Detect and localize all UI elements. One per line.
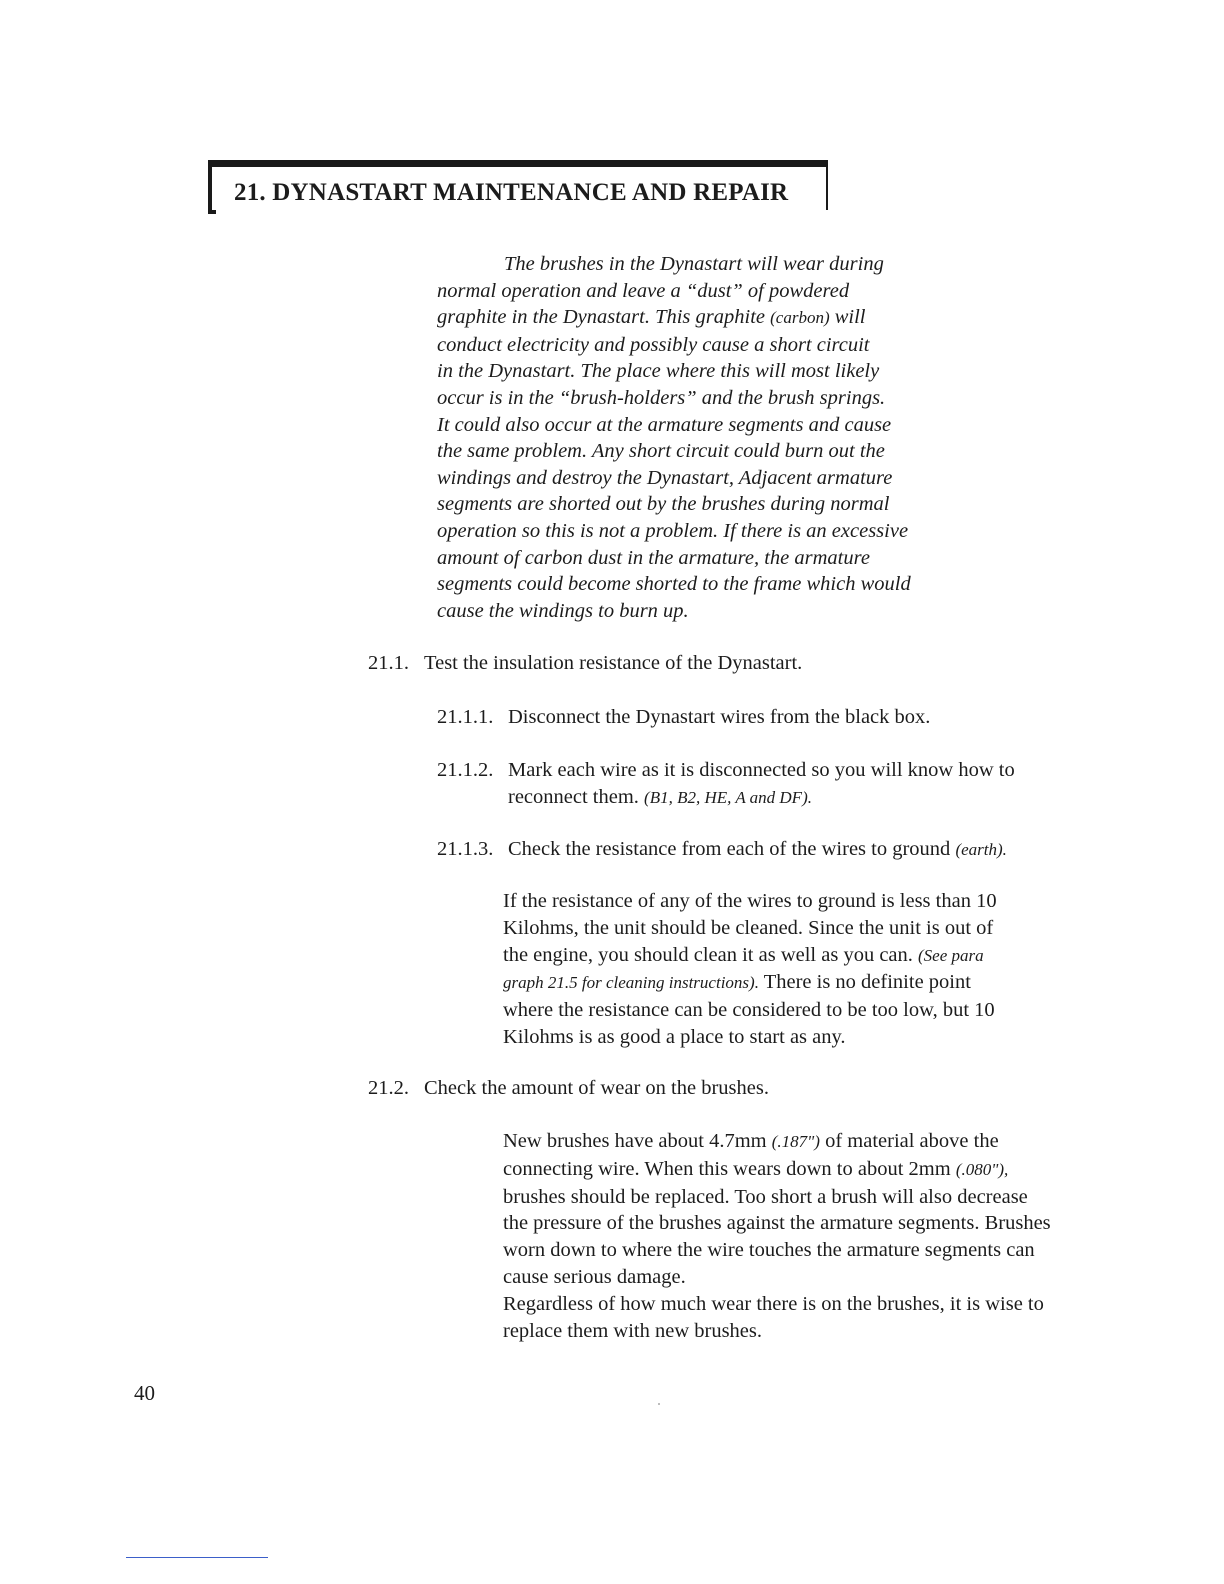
step-number: 21.1. <box>368 652 409 674</box>
step-21-1-3 <box>437 836 1007 864</box>
bottom-rule <box>126 1557 268 1558</box>
section-title: 21. DYNASTART MAINTENANCE AND REPAIR <box>234 179 789 206</box>
para-note: (See para <box>918 945 984 965</box>
para-text: the engine, you should clean it as well as you can. <box>503 943 919 966</box>
step-text: Mark each wire as it is disconnected so you will know how to <box>508 759 1015 781</box>
step-21-2 <box>368 1075 769 1102</box>
earth-note: (earth). <box>955 840 1007 859</box>
step-21-1-2 <box>437 757 1015 784</box>
step-text: Test the insulation resistance of the Dynastart. <box>424 652 803 674</box>
intro-line <box>437 304 997 332</box>
step-21-1-2-cont <box>508 784 812 812</box>
para-line: Kilohms, the unit should be cleaned. Since the unit is out of <box>503 916 994 939</box>
intro-line: the same problem. Any short circuit could burn out the <box>437 440 885 463</box>
step-number: 21.1.1. <box>437 706 494 728</box>
intro-text: graphite in the Dynastart. This graphite <box>437 306 771 329</box>
step-text: Check the resistance from each of the wires to ground <box>508 838 956 860</box>
step-number: 21.1.2. <box>437 759 494 781</box>
para-text: There is no definite point <box>758 971 971 994</box>
intro-line: segments could become shorted to the frame which would <box>437 573 911 596</box>
intro-text: will <box>829 306 866 329</box>
para-line <box>503 942 1123 970</box>
scan-speck <box>658 1403 660 1405</box>
para-line <box>503 1156 1123 1184</box>
para-line: the pressure of the brushes against the armature segments. Brushes <box>503 1212 1051 1235</box>
intro-line: windings and destroy the Dynastart, Adjacent armature <box>437 466 893 489</box>
para-line: replace them with new brushes. <box>503 1319 763 1342</box>
para-line: where the resistance can be considered to be too low, but 10 <box>503 999 995 1022</box>
para-line <box>503 1128 1123 1156</box>
page-number: 40 <box>134 1381 155 1405</box>
para-line: cause serious damage. <box>503 1265 686 1288</box>
intro-line: amount of carbon dust in the armature, the armature <box>437 546 870 569</box>
intro-line: operation so this is not a problem. If there is an excessive <box>437 519 909 542</box>
para-note: (.187") <box>771 1132 820 1151</box>
para-line: Kilohms is as good a place to start as any. <box>503 1025 846 1048</box>
para-text: of material above the <box>819 1130 999 1152</box>
intro-line: conduct electricity and possibly cause a short circuit <box>437 333 870 356</box>
step-text: reconnect them. <box>508 786 645 808</box>
intro-line: in the Dynastart. The place where this will most likely <box>437 360 880 383</box>
intro-line: segments are shorted out by the brushes during normal <box>437 493 890 516</box>
intro-line: normal operation and leave a “dust” of powdered <box>437 279 850 302</box>
step-21-1-1 <box>437 704 930 731</box>
para-line <box>503 969 1123 997</box>
intro-line: The brushes in the Dynastart will wear during <box>504 253 884 275</box>
wire-labels-note: (B1, B2, HE, A and DF). <box>644 788 812 807</box>
para-note: graph 21.5 for cleaning instructions). <box>503 973 759 993</box>
para-note: (.080"), <box>955 1159 1009 1179</box>
step-text: Check the amount of wear on the brushes. <box>424 1077 769 1099</box>
para-text: New brushes have about 4.7mm <box>503 1130 772 1152</box>
para-text: connecting wire. When this wears down to about 2mm <box>503 1157 956 1180</box>
insulation-paragraph <box>503 888 1123 1051</box>
section-heading-box <box>208 160 828 210</box>
intro-note: (carbon) <box>770 308 830 328</box>
step-21-1 <box>368 650 802 677</box>
step-number: 21.1.3. <box>437 838 494 860</box>
para-line: If the resistance of any of the wires to ground is less than 10 <box>503 890 997 912</box>
para-line: Regardless of how much wear there is on the brushes, it is wise to <box>503 1292 1044 1315</box>
intro-line: cause the windings to burn up. <box>437 599 689 622</box>
intro-line: occur is in the “brush-holders” and the brush springs. <box>437 386 886 409</box>
intro-line: It could also occur at the armature segments and cause <box>437 413 892 436</box>
para-line: brushes should be replaced. Too short a brush will also decrease <box>503 1185 1028 1208</box>
brush-wear-paragraph <box>503 1128 1123 1344</box>
para-line: worn down to where the wire touches the armature segments can <box>503 1239 1035 1262</box>
step-text: Disconnect the Dynastart wires from the black box. <box>508 706 931 728</box>
intro-paragraph <box>437 251 997 624</box>
step-number: 21.2. <box>368 1077 409 1099</box>
